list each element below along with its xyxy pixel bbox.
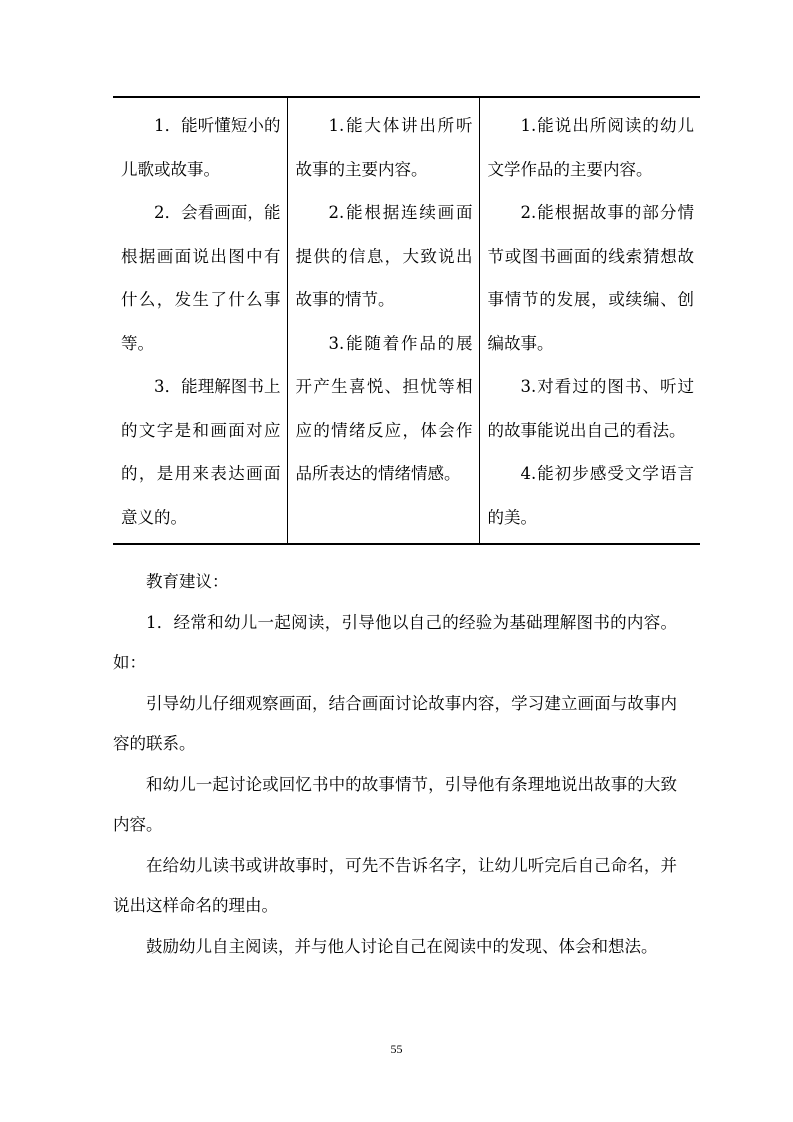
age-column-4-5 <box>287 98 479 543</box>
suggestion-paragraph: 鼓励幼儿自主阅读，并与他人讨论自己在阅读中的发现、体会和想法。 <box>146 936 658 956</box>
list-item: 2.能根据故事的部分情节或图书画面的线索猜想故事情节的发展，或续编、创编故事。 <box>487 203 694 353</box>
suggestion-paragraph: 和幼儿一起讨论或回忆书中的故事情节，引导他有条理地说出故事的大致内容。 <box>113 774 677 834</box>
age-column-5-6 <box>479 98 700 543</box>
goals-table <box>113 98 700 543</box>
suggestion-paragraph: 1．经常和幼儿一起阅读，引导他以自己的经验为基础理解图书的内容。如： <box>113 612 677 672</box>
list-item: 3．能理解图书上的文字是和画面对应的，是用来表达画面意义的。 <box>121 377 281 527</box>
age-column-3-4 <box>113 98 287 543</box>
list-item: 2．会看画面，能根据画面说出图中有什么，发生了什么事等。 <box>121 203 281 353</box>
list-item: 3.能随着作品的展开产生喜悦、担忧等相应的情绪反应，体会作品所表达的情绪情感。 <box>295 333 473 483</box>
list-item: 2.能根据连续画面提供的信息，大致说出故事的情节。 <box>295 203 473 309</box>
suggestion-paragraph: 引导幼儿仔细观察画面，结合画面讨论故事内容，学习建立画面与故事内容的联系。 <box>113 693 677 753</box>
goals-table-container <box>113 96 700 545</box>
list-item: 3.对看过的图书、听过的故事能说出自己的看法。 <box>487 377 694 440</box>
page-number: 55 <box>390 1042 403 1056</box>
education-suggestions <box>113 562 677 967</box>
list-item: 1.能说出所阅读的幼儿文学作品的主要内容。 <box>487 116 694 179</box>
suggestions-heading: 教育建议： <box>146 572 229 591</box>
list-item: 1.能大体讲出所听故事的主要内容。 <box>295 116 473 179</box>
suggestion-paragraph: 在给幼儿读书或讲故事时，可先不告诉名字，让幼儿听完后自己命名，并说出这样命名的理由。 <box>113 855 677 915</box>
list-item: 4.能初步感受文学语言的美。 <box>487 464 694 527</box>
table-row <box>113 98 700 543</box>
list-item: 1．能听懂短小的儿歌或故事。 <box>121 116 281 179</box>
